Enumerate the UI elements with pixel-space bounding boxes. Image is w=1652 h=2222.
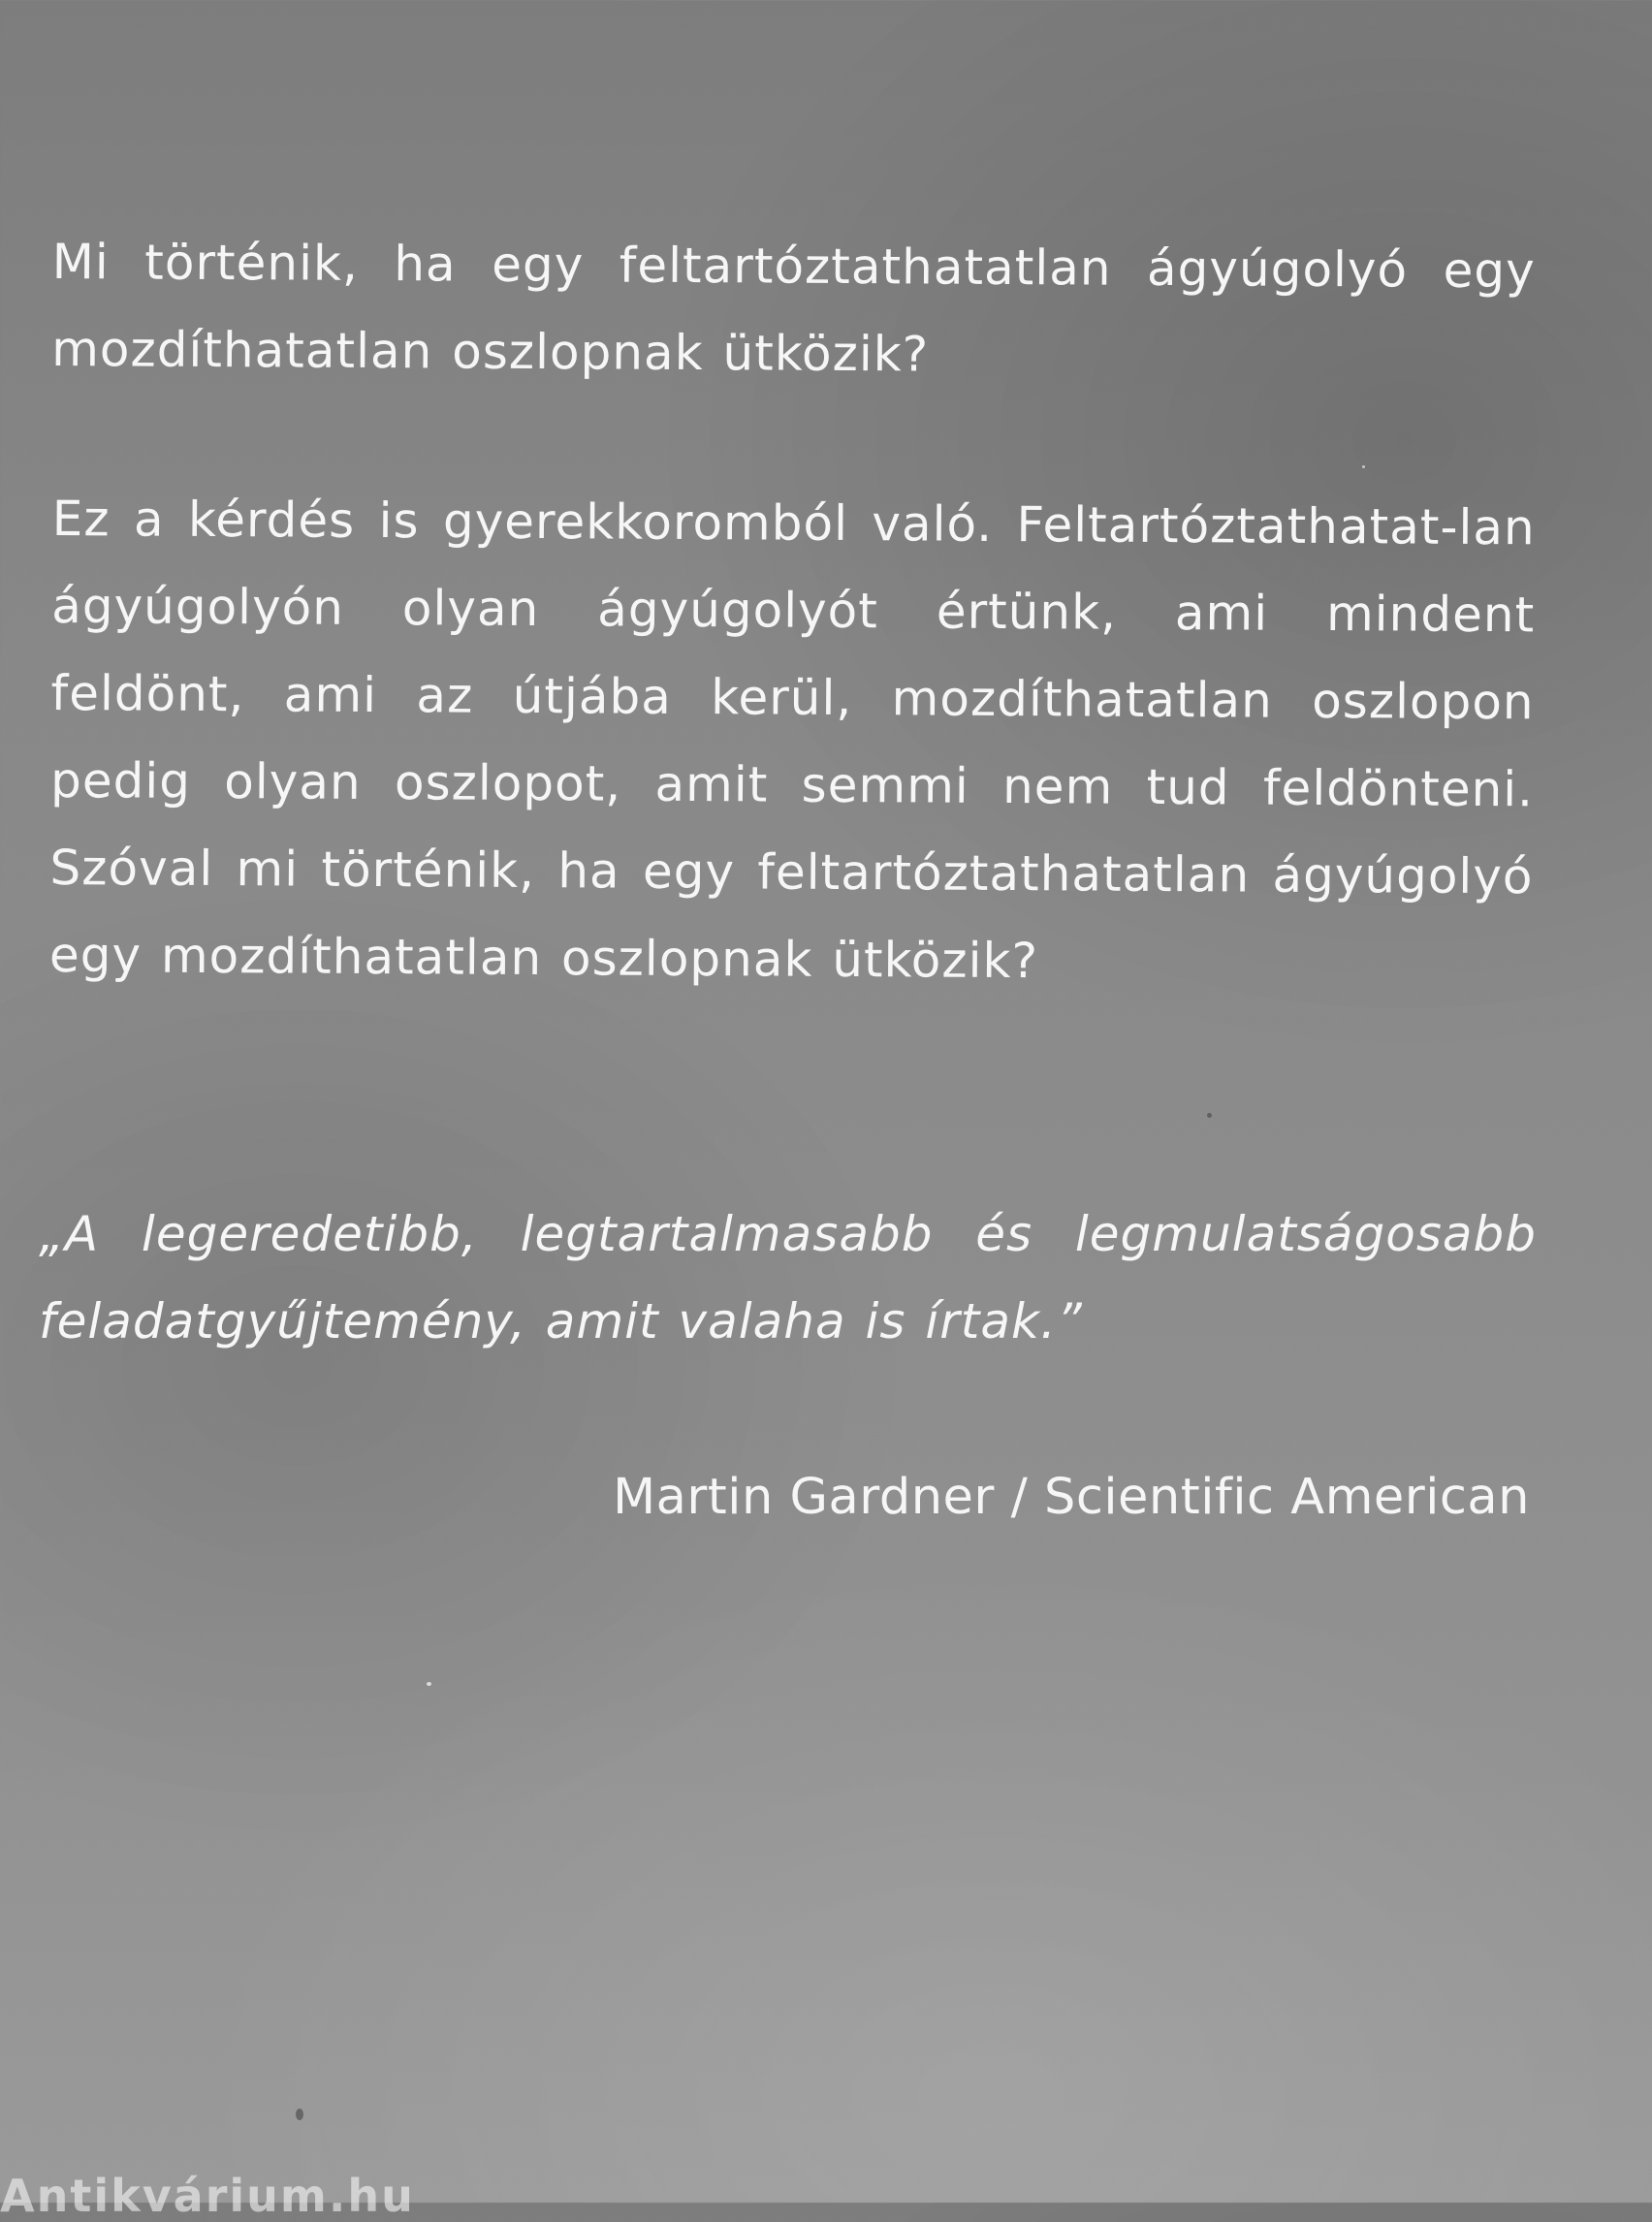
body-paragraph: Ez a kérdés is gyerekkoromból való. Feltartóztathatat-lan ágyúgolyón olyan ágyúgolyót értünk, ami mindent feldönt, ami az útjába kerül, mozdíthatatlan oszlopon pedig olyan oszlopot, amit semmi nem tud feldönteni. Szóval mi történik, ha egy feltartóztathatatlan ágyúgolyó egy mozdíthatatlan oszlopnak ütközik? (48, 490, 1536, 990)
paper-speck (427, 1682, 431, 1686)
quote-attribution: Martin Gardner / Scientific American (613, 1469, 1530, 1526)
intro-question: Mi történik, ha egy feltartóztathatatlan ágyúgolyó egy mozdíthatatlan oszlopnak ütközik? (50, 233, 1536, 383)
paper-speck (1362, 465, 1365, 468)
review-quote: „A legeredetibb, legtartalmasabb és legmulatságosabb feladatgyűjtemény, amit valaha is írtak.” (39, 1206, 1537, 1349)
watermark-text: Antikvárium.hu (0, 2170, 415, 2222)
paper-speck (296, 2109, 303, 2120)
paper-speck (1207, 1113, 1212, 1118)
